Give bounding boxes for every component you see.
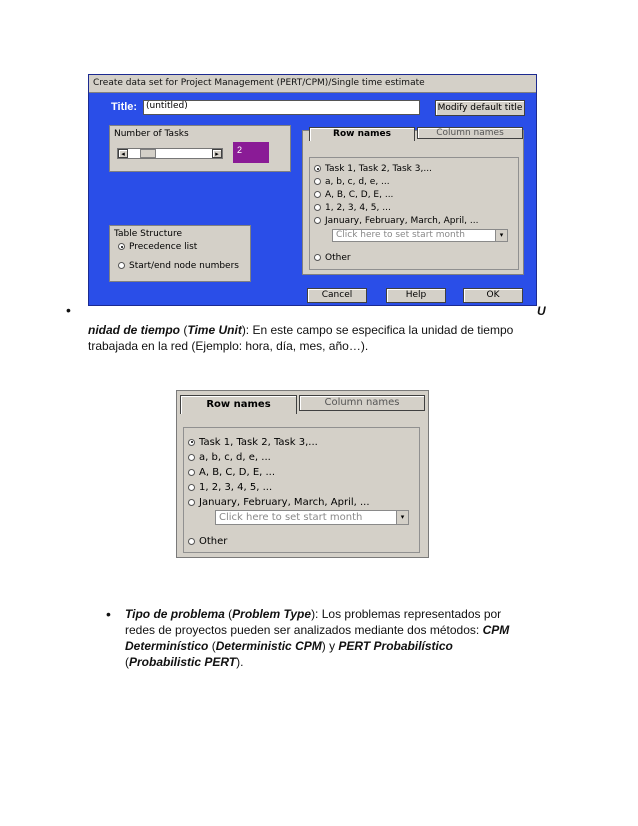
bullet-2: • [106, 606, 111, 622]
radio-selected-icon [188, 439, 195, 446]
title-label: Title: [111, 101, 138, 113]
chevron-down-icon[interactable]: ▾ [396, 511, 408, 524]
time-unit-paragraph [88, 322, 558, 354]
problem-type-paragraph [125, 606, 555, 670]
radio-other[interactable]: Other [188, 536, 227, 547]
time-unit-initial: U [537, 304, 546, 318]
radio-unselected-icon [188, 499, 195, 506]
problem-type-line-2: redes de proyectos pueden ser analizados mediante dos métodos: CPM [125, 623, 510, 637]
number-of-tasks-label: Number of Tasks [114, 129, 189, 139]
radio-months[interactable]: January, February, March, April, ... [314, 216, 478, 226]
time-unit-line-2: trabajada en la red (Ejemplo: hora, día, mes, año…). [88, 339, 369, 353]
ok-button[interactable]: OK [463, 288, 523, 303]
radio-task-names[interactable]: Task 1, Task 2, Task 3,... [188, 437, 318, 448]
row-names-panel-screenshot [176, 390, 429, 558]
radio-lowercase-letters[interactable]: a, b, c, d, e, ... [188, 452, 271, 463]
radio-numbers[interactable]: 1, 2, 3, 4, 5, ... [188, 482, 272, 493]
radio-unselected-icon [314, 191, 321, 198]
radio-unselected-icon [188, 469, 195, 476]
radio-precedence-list[interactable]: Precedence list [118, 242, 197, 252]
radio-task-names[interactable]: Task 1, Task 2, Task 3,... [314, 164, 432, 174]
table-structure-group [109, 225, 251, 282]
radio-lowercase-letters[interactable]: a, b, c, d, e, ... [314, 177, 390, 187]
dialog-title-bar [89, 75, 536, 93]
help-button[interactable]: Help [386, 288, 446, 303]
radio-numbers[interactable]: 1, 2, 3, 4, 5, ... [314, 203, 391, 213]
radio-other[interactable]: Other [314, 253, 351, 263]
problem-type-line-1: Tipo de problema (Problem Type): Los problemas representados por [125, 607, 502, 621]
number-of-tasks-value: 2 [233, 142, 269, 163]
row-names-options-box [309, 157, 519, 270]
radio-unselected-icon [188, 454, 195, 461]
radio-selected-icon [314, 165, 321, 172]
scrollbar-thumb[interactable] [140, 149, 156, 158]
start-month-placeholder: Click here to set start month [219, 512, 363, 523]
start-month-dropdown[interactable] [215, 510, 409, 525]
problem-type-line-4: (Probabilistic PERT). [125, 655, 244, 669]
dialog-window-title: Create data set for Project Management (PERT/CPM)/Single time estimate [93, 78, 425, 88]
table-structure-label: Table Structure [114, 229, 183, 239]
radio-unselected-icon [314, 217, 321, 224]
create-dataset-dialog-screenshot [88, 74, 537, 306]
radio-selected-icon [118, 243, 125, 250]
radio-unselected-icon [314, 204, 321, 211]
scroll-right-arrow-icon[interactable]: ▸ [212, 149, 222, 158]
radio-unselected-icon [314, 178, 321, 185]
start-month-placeholder: Click here to set start month [336, 230, 465, 240]
radio-unselected-icon [188, 484, 195, 491]
tab-row-names[interactable]: Row names [309, 127, 415, 141]
modify-default-title-button[interactable]: Modify default title [435, 100, 525, 116]
tab-column-names[interactable]: Column names [299, 395, 425, 411]
tab-column-names[interactable]: Column names [417, 127, 523, 139]
title-input[interactable]: (untitled) [143, 100, 420, 115]
radio-months[interactable]: January, February, March, April, ... [188, 497, 370, 508]
start-month-dropdown[interactable] [332, 229, 508, 242]
radio-unselected-icon [314, 254, 321, 261]
chevron-down-icon[interactable]: ▾ [495, 230, 507, 241]
radio-start-end-node-numbers[interactable]: Start/end node numbers [118, 261, 239, 271]
radio-uppercase-letters[interactable]: A, B, C, D, E, ... [188, 467, 275, 478]
bullet-1: • [66, 302, 71, 318]
time-unit-line-1: nidad de tiempo (Time Unit): En este campo se especifica la unidad de tiempo [88, 323, 514, 337]
cancel-button[interactable]: Cancel [307, 288, 367, 303]
radio-unselected-icon [118, 262, 125, 269]
radio-uppercase-letters[interactable]: A, B, C, D, E, ... [314, 190, 393, 200]
radio-unselected-icon [188, 538, 195, 545]
scroll-left-arrow-icon[interactable]: ◂ [118, 149, 128, 158]
row-names-options-box [183, 427, 420, 553]
problem-type-line-3: Determinístico (Deterministic CPM) y PERT Probabilístico [125, 639, 453, 653]
tab-row-names[interactable]: Row names [180, 395, 297, 414]
row-names-panel [302, 130, 524, 275]
number-of-tasks-scrollbar[interactable] [117, 148, 223, 159]
